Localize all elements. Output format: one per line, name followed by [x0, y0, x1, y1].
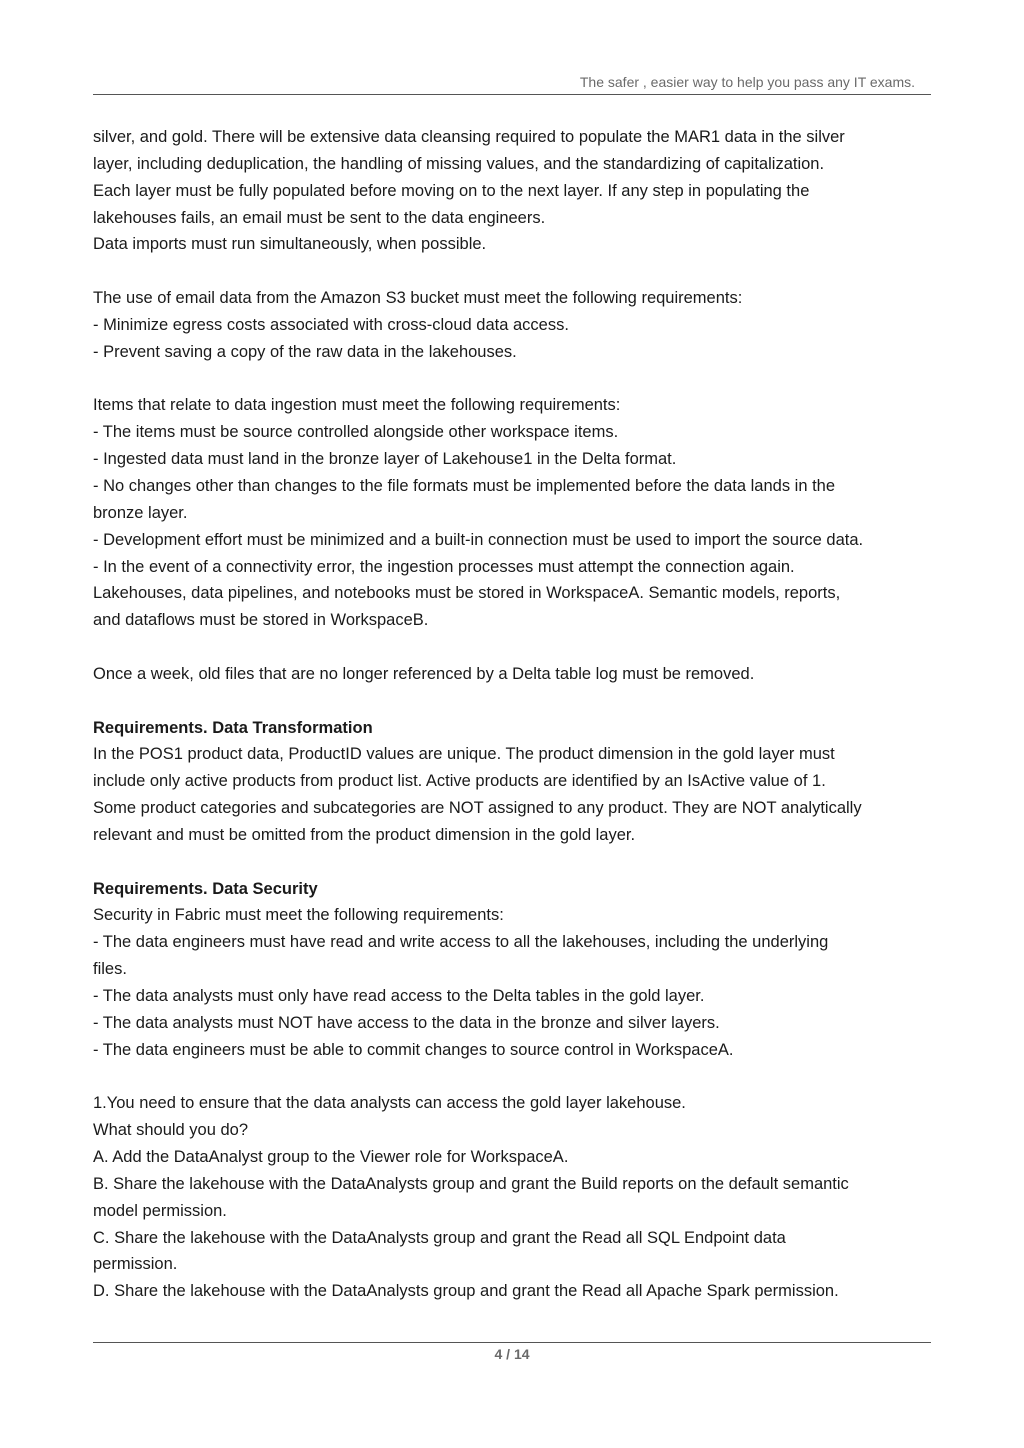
blank-line [93, 1064, 939, 1091]
text-line: Some product categories and subcategories are NOT assigned to any product. They are NOT analytically [93, 799, 862, 818]
text-line: lakehouses fails, an email must be sent to the data engineers. [93, 208, 546, 227]
question-prompt: What should you do? [93, 1121, 249, 1140]
answer-option-d: D. Share the lakehouse with the DataAnalysts group and grant the Read all Apache Spark permission. [93, 1282, 839, 1301]
text-line: - In the event of a connectivity error, the ingestion processes must attempt the connection again. [93, 557, 795, 576]
page-header [93, 70, 931, 95]
text-line: - Minimize egress costs associated with cross-cloud data access. [93, 315, 569, 334]
text-line: bronze layer. [93, 503, 188, 522]
text-line: files. [93, 960, 127, 979]
question-stem: 1.You need to ensure that the data analysts can access the gold layer lakehouse. [93, 1094, 686, 1113]
answer-option-c: C. Share the lakehouse with the DataAnalysts group and grant the Read all SQL Endpoint data [93, 1228, 786, 1247]
text-line: silver, and gold. There will be extensive data cleansing required to populate the MAR1 data in the silver [93, 128, 845, 146]
answer-option-b-continued: model permission. [93, 1201, 227, 1220]
section-heading-transformation: Requirements. Data Transformation [93, 718, 373, 737]
text-line: include only active products from product list. Active products are identified by an IsActive value of 1. [93, 772, 826, 791]
text-line: The use of email data from the Amazon S3 bucket must meet the following requirements: [93, 289, 743, 308]
text-line: Lakehouses, data pipelines, and notebooks must be stored in WorkspaceA. Semantic models, reports, [93, 584, 841, 603]
text-line: and dataflows must be stored in WorkspaceB. [93, 611, 429, 630]
text-line: Each layer must be fully populated before moving on to the next layer. If any step in populating the [93, 181, 810, 200]
header-tagline: The safer , easier way to help you pass any IT exams. [579, 74, 915, 90]
text-line: - Development effort must be minimized and a built-in connection must be used to import the source data. [93, 530, 864, 549]
blank-line [93, 366, 939, 393]
text-line: - The data engineers must be able to commit changes to source control in WorkspaceA. [93, 1040, 734, 1059]
document-body [93, 124, 939, 1305]
text-line: - Ingested data must land in the bronze layer of Lakehouse1 in the Delta format. [93, 450, 677, 469]
text-line: - No changes other than changes to the file formats must be implemented before the data lands in the [93, 476, 836, 495]
text-line: - Prevent saving a copy of the raw data in the lakehouses. [93, 342, 517, 361]
blank-line [93, 688, 939, 715]
answer-option-a: A. Add the DataAnalyst group to the Viewer role for WorkspaceA. [93, 1148, 569, 1167]
blank-line [93, 849, 939, 876]
answer-option-c-continued: permission. [93, 1255, 178, 1274]
text-line: - The data analysts must only have read access to the Delta tables in the gold layer. [93, 987, 705, 1005]
text-line: - The data engineers must have read and write access to all the lakehouses, including the underlying [93, 933, 829, 952]
text-line: In the POS1 product data, ProductID values are unique. The product dimension in the gold layer must [93, 745, 835, 764]
text-line: Once a week, old files that are no longer referenced by a Delta table log must be removed. [93, 664, 755, 683]
answer-option-b: B. Share the lakehouse with the DataAnalysts group and grant the Build reports on the default semantic [93, 1174, 849, 1193]
text-line: - The items must be source controlled alongside other workspace items. [93, 423, 619, 442]
text-line: relevant and must be omitted from the product dimension in the gold layer. [93, 825, 636, 844]
text-line: Items that relate to data ingestion must meet the following requirements: [93, 396, 621, 415]
text-line: - The data analysts must NOT have access to the data in the bronze and silver layers. [93, 1013, 720, 1032]
blank-line [93, 258, 939, 285]
text-line: layer, including deduplication, the handling of missing values, and the standardizing of capitalization. [93, 154, 825, 173]
footer-divider [93, 1342, 931, 1343]
page-number: 4 / 14 [494, 1346, 530, 1362]
section-heading-security: Requirements. Data Security [93, 879, 318, 898]
text-line: Security in Fabric must meet the following requirements: [93, 906, 504, 925]
blank-line [93, 634, 939, 661]
text-line: Data imports must run simultaneously, when possible. [93, 235, 487, 254]
